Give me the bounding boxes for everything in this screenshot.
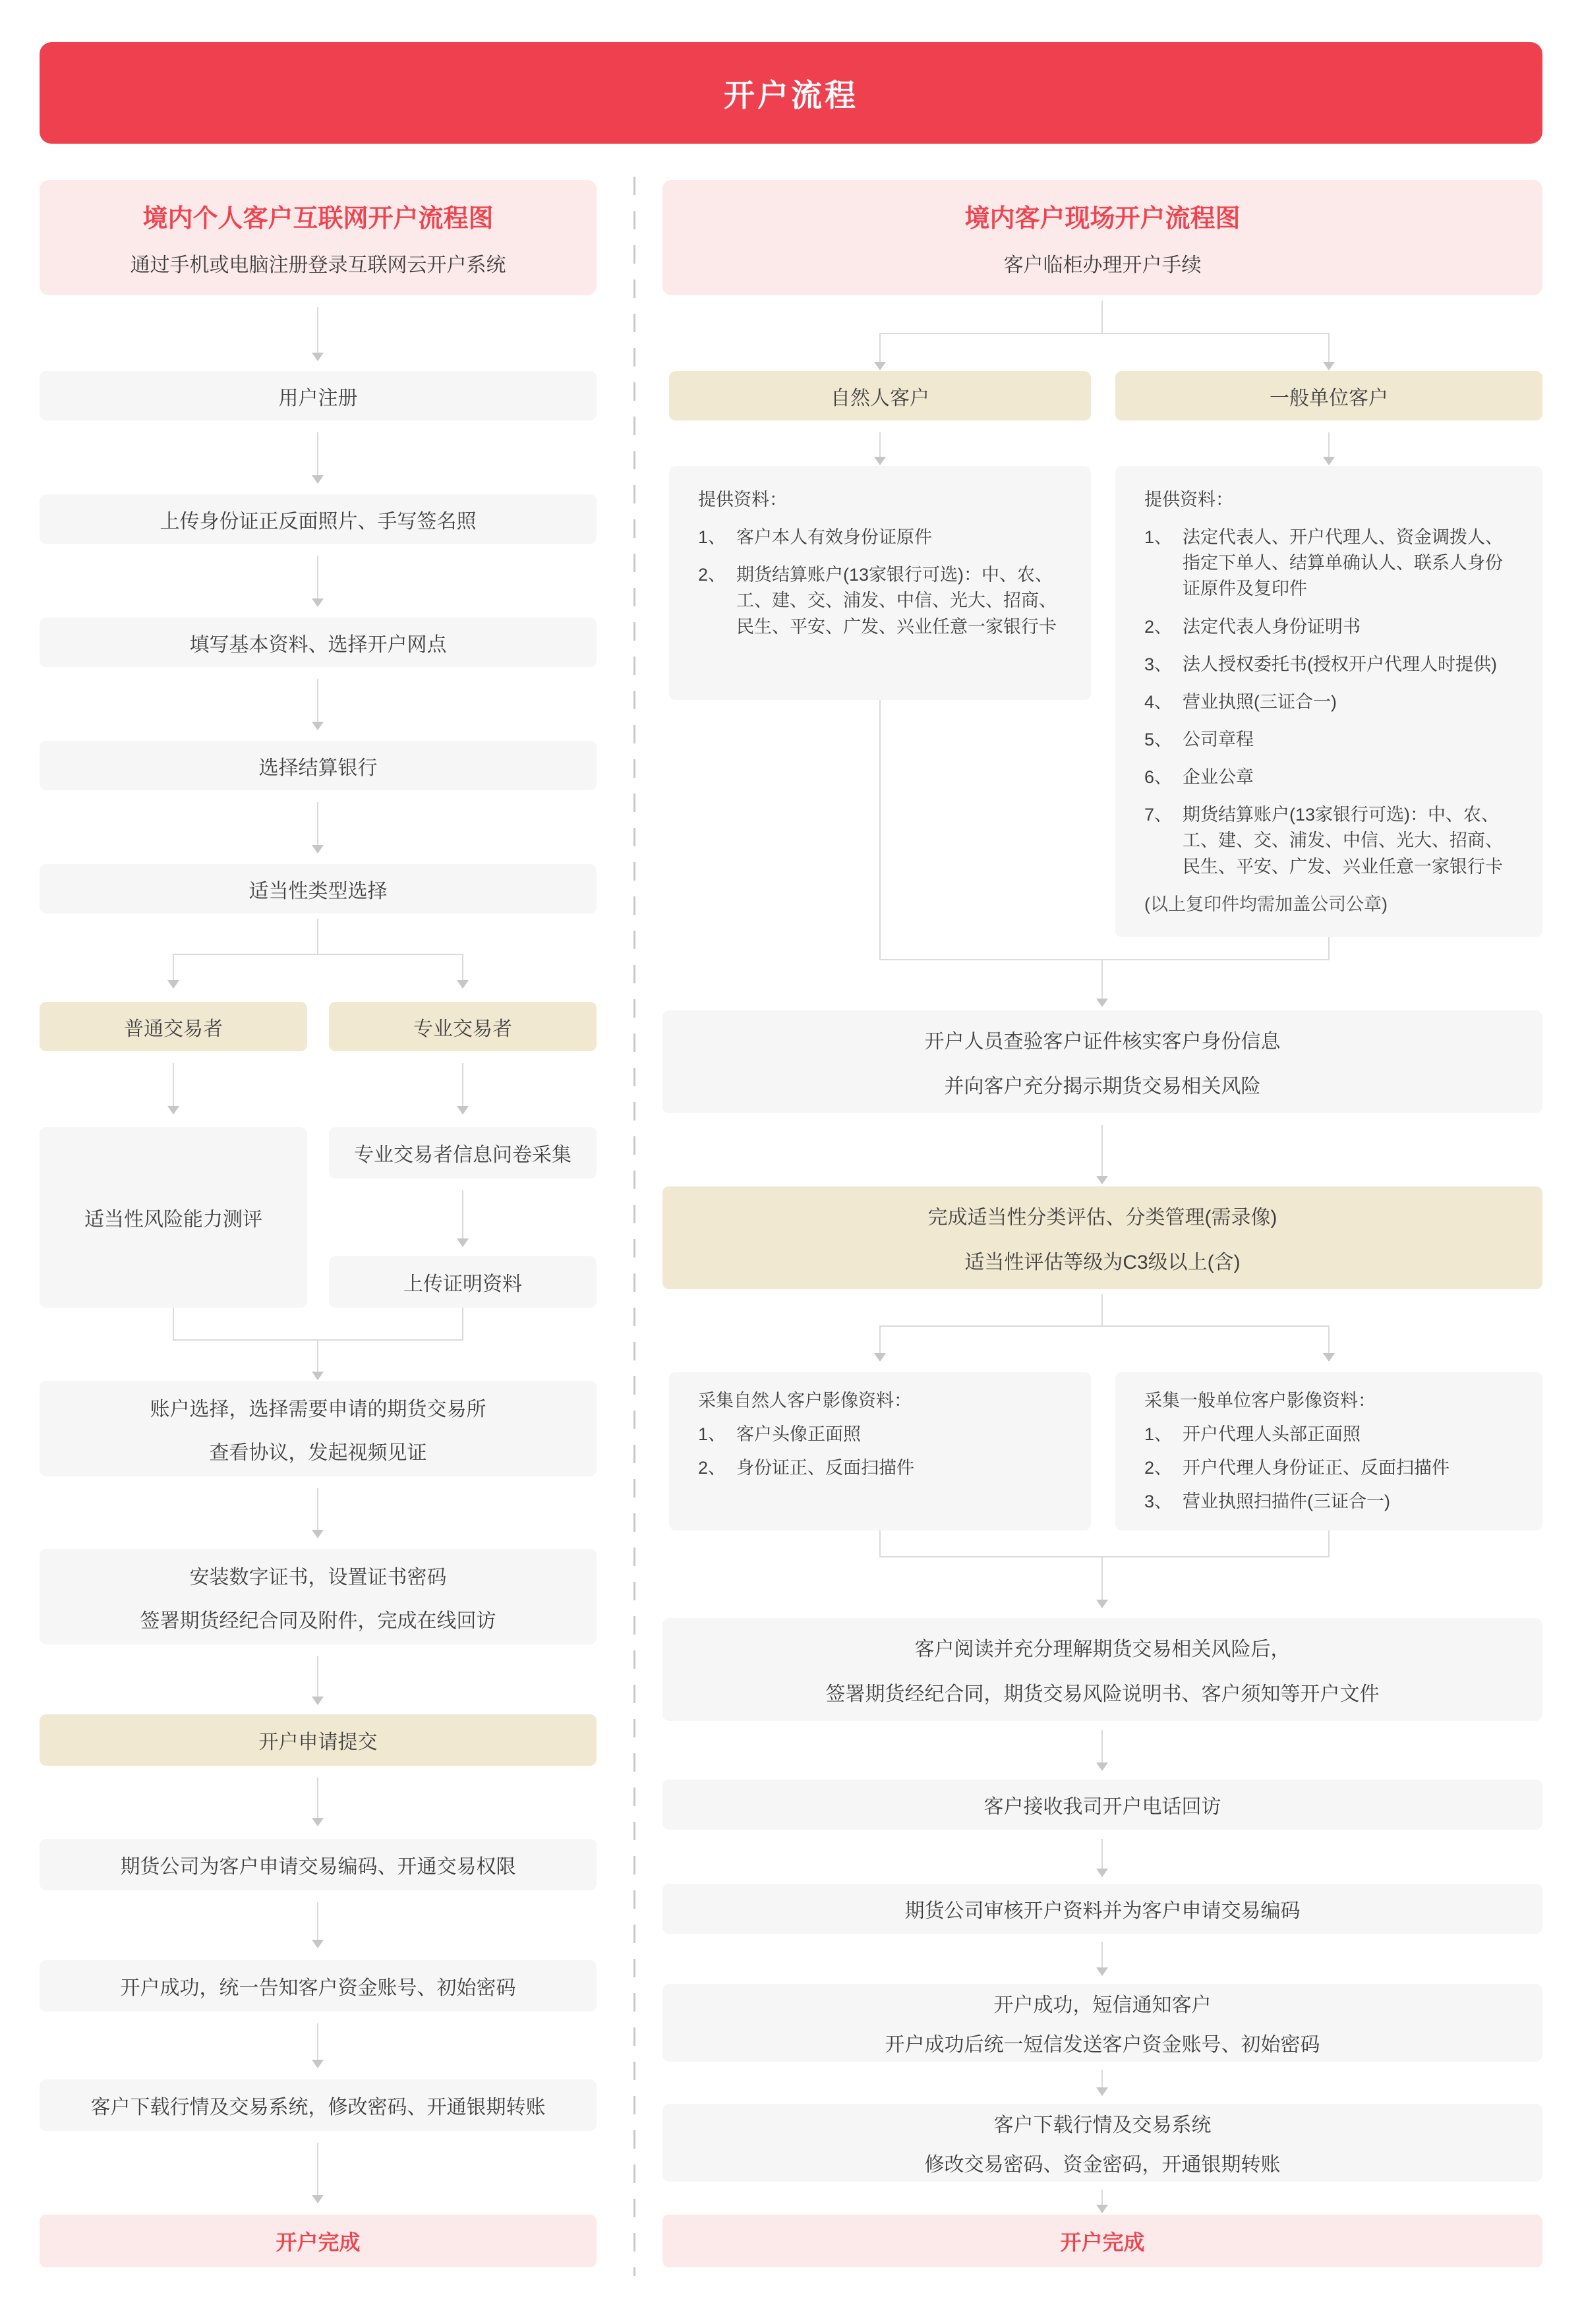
step-line: 签署期货经纪合同，期货交易风险说明书、客户须知等开户文件 [825, 1683, 1380, 1705]
step-line: 开户成功，短信通知客户 [993, 1994, 1212, 2016]
step-box-select-bank [40, 741, 597, 790]
flow-arrow [462, 954, 463, 981]
doc-item-number: 3、 [1144, 1492, 1173, 1512]
step-line: 查看协议，发起视频见证 [209, 1441, 427, 1464]
step-box-sign-contracts [662, 1618, 1542, 1721]
doc-item-number: 2、 [698, 1458, 726, 1478]
done-box-left [40, 2215, 597, 2267]
flow-arrow [317, 679, 318, 722]
doc-item [698, 525, 1062, 550]
branch-label: 专业交易者 [413, 1018, 512, 1040]
step-box-trading-code [40, 1839, 597, 1890]
flow-arrow [1101, 2190, 1103, 2205]
step-box-upload-id [40, 494, 597, 544]
step-box-upload-proof [329, 1256, 597, 1308]
doc-list-note: (以上复印件均需加盖公司公章) [1144, 894, 1388, 914]
step-line: 适当性评估等级为C3级以上(含) [964, 1252, 1241, 1273]
flow-arrow [317, 1902, 318, 1940]
branch-box-organization [1115, 371, 1542, 421]
branch-connector [879, 959, 1330, 960]
media-list-title: 采集自然人客户影像资料： [698, 1391, 912, 1410]
page-title-banner [40, 42, 1542, 144]
doc-item-number: 1、 [1144, 1424, 1173, 1445]
flow-arrow [173, 1063, 174, 1107]
page-title: 开户流程 [724, 77, 858, 113]
doc-item [1144, 1422, 1513, 1447]
left-flow-subtitle: 通过手机或电脑注册登录互联网云开户系统 [130, 254, 506, 276]
flow-arrow [1101, 2070, 1103, 2088]
doc-item [1144, 689, 1513, 715]
step-label: 期货公司为客户申请交易编码、开通交易权限 [120, 1856, 516, 1878]
doc-item [1144, 1489, 1513, 1515]
doc-item [698, 1455, 1062, 1481]
step-line: 账户选择，选择需要申请的期货交易所 [150, 1398, 486, 1420]
doc-item-text: 法定代表人身份证明书 [1183, 616, 1361, 637]
step-label: 客户接收我司开户电话回访 [983, 1796, 1221, 1818]
step-label: 期货公司审核开户资料并为客户申请交易编码 [904, 1900, 1301, 1922]
step-box-certificate [40, 1549, 597, 1644]
flow-arrow [317, 1340, 318, 1372]
flow-arrow [317, 556, 318, 599]
branch-connector [879, 1556, 1330, 1557]
right-flow-title: 境内客户现场开户流程图 [964, 205, 1241, 233]
step-line: 安装数字证书，设置证书密码 [189, 1566, 447, 1588]
step-box-account-select [40, 1381, 597, 1476]
step-box-questionnaire [329, 1127, 597, 1178]
done-label: 开户完成 [276, 2230, 361, 2254]
branch-connector [879, 700, 881, 960]
doc-item [1144, 1455, 1513, 1481]
doc-item-text: 客户本人有效身份证原件 [736, 527, 932, 548]
right-flow-subtitle: 客户临柜办理开户手续 [1003, 254, 1202, 276]
doc-item-number: 3、 [1144, 654, 1173, 674]
step-label: 上传证明资料 [403, 1273, 522, 1295]
doc-item-text: 期货结算账户(13家银行可选)：中、农、工、建、交、浦发、中信、光大、招商、民生、平安、广发、兴业任意一家银行卡 [736, 565, 1057, 637]
flow-arrow [879, 334, 881, 363]
branch-connector [462, 1308, 463, 1340]
branch-connector [879, 333, 1330, 334]
doc-item [698, 562, 1062, 639]
step-label: 适当性风险能力测评 [84, 1209, 262, 1231]
left-flow-header [40, 180, 597, 295]
doc-item [1144, 525, 1513, 602]
step-box-sms-notify [662, 1984, 1542, 2062]
doc-item-text: 开户代理人头部正面照 [1183, 1424, 1361, 1445]
branch-connector [1101, 1294, 1103, 1326]
branch-connector [1101, 301, 1103, 334]
step-label: 填写基本资料、选择开户网点 [189, 633, 447, 656]
step-box-suitability-type [40, 864, 597, 914]
doc-item-text: 营业执照扫描件(三证合一) [1183, 1492, 1390, 1512]
flow-arrow [317, 802, 318, 846]
doc-item-text: 开户代理人身份证正、反面扫描件 [1183, 1458, 1450, 1478]
doc-item-text: 公司章程 [1183, 729, 1254, 749]
step-box-register [40, 371, 597, 421]
flow-arrow [1101, 960, 1103, 999]
step-line: 开户人员查验客户证件核实客户身份信息 [924, 1031, 1281, 1053]
step-label: 开户成功，统一告知客户资金账号、初始密码 [120, 1977, 516, 1999]
step-line: 修改交易密码、资金密码，开通银期转账 [924, 2154, 1281, 2176]
doc-item-text: 期货结算账户(13家银行可选)：中、农、工、建、交、浦发、中信、光大、招商、民生、平安、广发、兴业任意一家银行卡 [1183, 805, 1503, 877]
step-box-notify-account [40, 1960, 597, 2012]
branch-connector [1328, 937, 1330, 960]
branch-label: 普通交易者 [124, 1018, 223, 1040]
flow-arrow [317, 432, 318, 476]
doc-item-text: 营业执照(三证合一) [1183, 691, 1337, 712]
step-label: 适当性类型选择 [249, 880, 388, 902]
flow-arrow [1101, 1839, 1103, 1869]
doc-item-text: 企业公章 [1183, 767, 1254, 788]
branch-label: 一般单位客户 [1270, 387, 1388, 409]
done-label: 开户完成 [1060, 2230, 1145, 2254]
step-line: 完成适当性分类评估、分类管理(需录像) [927, 1207, 1277, 1229]
step-label: 用户注册 [278, 387, 358, 409]
flow-arrow [1328, 1326, 1330, 1354]
column-divider [633, 177, 635, 2276]
doc-item-number: 1、 [698, 527, 726, 548]
flow-arrow [462, 1190, 463, 1239]
right-flow-header [662, 180, 1542, 295]
doc-item-text: 客户头像正面照 [736, 1424, 861, 1445]
flow-arrow [1328, 432, 1330, 457]
step-box-suitability-assessment [662, 1186, 1542, 1289]
step-box-risk-assessment [40, 1127, 307, 1308]
flow-arrow [173, 954, 174, 981]
doc-item-text: 法人授权委托书(授权开户代理人时提供) [1183, 654, 1497, 674]
doc-item [1144, 802, 1513, 879]
step-box-download-system-right [662, 2104, 1542, 2182]
step-label: 上传身份证正反面照片、手写签名照 [160, 510, 477, 533]
flow-arrow [1101, 1125, 1103, 1177]
step-line: 客户阅读并充分理解期货交易相关风险后， [914, 1639, 1291, 1660]
doc-item-text: 法定代表人、开户代理人、资金调拨人、指定下单人、结算单确认人、联系人身份证原件及复印件 [1183, 527, 1503, 599]
branch-connector [317, 919, 318, 954]
doc-item [698, 1422, 1062, 1447]
doc-item-number: 1、 [698, 1424, 726, 1445]
doc-item-number: 2、 [1144, 1458, 1173, 1478]
flow-arrow [1101, 1557, 1103, 1600]
branch-box-natural-person [669, 371, 1091, 421]
step-line: 客户下载行情及交易系统 [993, 2114, 1212, 2136]
step-label: 选择结算银行 [258, 757, 378, 779]
step-box-phone-callback [662, 1780, 1542, 1830]
done-box-right [662, 2215, 1542, 2267]
step-box-submit-application [40, 1714, 597, 1766]
left-flow-title: 境内个人客户互联网开户流程图 [142, 205, 494, 233]
doc-item [1144, 727, 1513, 753]
doc-item-number: 6、 [1144, 767, 1173, 788]
flow-arrow [879, 432, 881, 457]
branch-label: 自然人客户 [831, 387, 929, 409]
step-box-basic-info [40, 618, 597, 667]
doc-item [1144, 765, 1513, 790]
flow-arrow [1328, 334, 1330, 363]
flow-arrow [462, 1063, 463, 1107]
doc-item-number: 7、 [1144, 805, 1173, 825]
doc-item-number: 2、 [698, 565, 726, 585]
media-list-organization [1115, 1372, 1542, 1530]
branch-connector [879, 1325, 1330, 1327]
step-box-review-application [662, 1884, 1542, 1934]
doc-item-number: 2、 [1144, 616, 1173, 637]
doc-list-title: 提供资料： [1144, 490, 1233, 509]
flow-arrow [317, 1778, 318, 1818]
step-line: 签署期货经纪合同及附件，完成在线回访 [140, 1610, 496, 1632]
doc-item-text: 身份证正、反面扫描件 [736, 1458, 914, 1478]
flow-arrow [317, 1656, 318, 1697]
doc-list-organization [1115, 466, 1542, 937]
step-box-download-system [40, 2079, 597, 2131]
flow-arrow [317, 1488, 318, 1530]
flow-arrow [879, 1326, 881, 1354]
doc-list-natural-person [669, 466, 1091, 700]
step-line: 开户成功后统一短信发送客户资金账号、初始密码 [885, 2034, 1320, 2056]
branch-connector [173, 1308, 174, 1340]
step-line: 并向客户充分揭示期货交易相关风险 [944, 1076, 1261, 1097]
flow-arrow [317, 307, 318, 353]
flow-arrow [317, 2143, 318, 2195]
doc-item-number: 4、 [1144, 691, 1173, 712]
doc-item [1144, 652, 1513, 678]
step-label: 开户申请提交 [258, 1731, 378, 1753]
media-list-natural-person [669, 1372, 1091, 1530]
step-box-verify-identity [662, 1010, 1542, 1113]
doc-item-number: 5、 [1144, 729, 1173, 749]
step-label: 专业交易者信息问卷采集 [354, 1144, 571, 1166]
branch-box-ordinary-trader [40, 1002, 307, 1051]
flow-arrow [317, 2023, 318, 2060]
branch-connector [879, 1530, 881, 1557]
step-label: 客户下载行情及交易系统，修改密码、开通银期转账 [90, 2097, 546, 2118]
doc-list-title: 提供资料： [698, 490, 787, 509]
branch-box-professional-trader [329, 1002, 597, 1051]
branch-connector [1328, 1530, 1330, 1557]
flow-arrow [1101, 1730, 1103, 1763]
branch-connector [173, 954, 463, 955]
doc-item-number: 1、 [1144, 527, 1173, 548]
flow-arrow [1101, 1942, 1103, 1968]
media-list-title: 采集一般单位客户影像资料： [1144, 1391, 1376, 1410]
doc-item [1144, 614, 1513, 640]
